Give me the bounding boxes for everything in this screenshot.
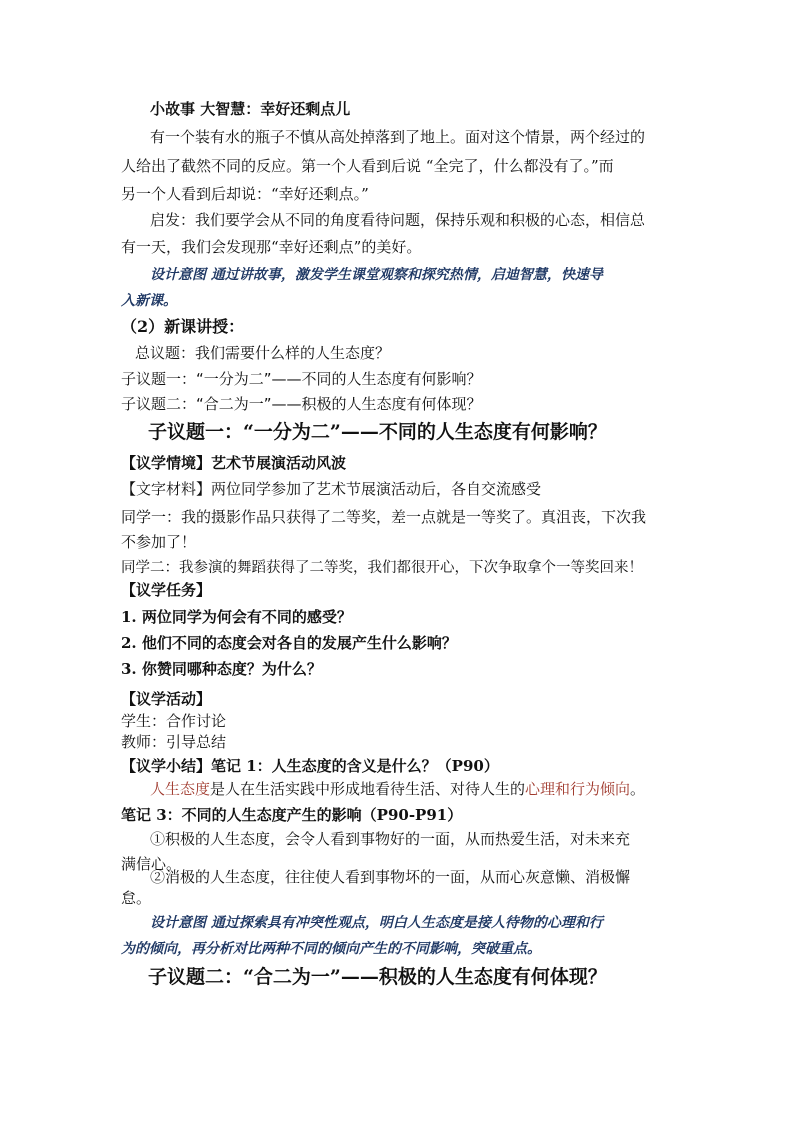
story-title: 小故事 大智慧：幸好还剩点儿: [150, 100, 351, 118]
task-item: 2. 他们不同的态度会对各自的发展产生什么影响？: [121, 634, 457, 652]
student2-line: 同学二：我参演的舞蹈获得了二等奖，我们都很开心，下次争取拿个一等奖回来！: [121, 560, 643, 576]
design-intent-1: 设计意图 通过讲故事，激发学生课堂观察和探究热情，启迪智慧，快速导: [150, 267, 603, 283]
definition-line: [150, 778, 645, 800]
main-topic: 总议题：我们需要什么样的人生态度？: [135, 344, 391, 362]
sub-topic-2: 子议题二：“合二为一”——积极的人生态度有何体现？: [121, 395, 482, 413]
design-intent-2: 设计意图 通过探索具有冲突性观点，明白人生态度是接人待物的心理和行: [150, 915, 603, 931]
negative-attitude-line: 怠。: [121, 889, 152, 907]
insight-line: 有一天，我们会发现那“幸好还剩点”的美好。: [121, 238, 422, 256]
summary-line: [121, 755, 499, 777]
topic2-heading: 子议题二：“合二为一”——积极的人生态度有何体现？: [148, 966, 607, 988]
insight-line: 启发：我们要学会从不同的角度看待问题，保持乐观和积极的心态，相信总: [150, 211, 646, 229]
activity-item: 教师：引导总结: [121, 733, 227, 751]
topic1-heading: 子议题一：“一分为二”——不同的人生态度有何影响？: [148, 421, 607, 443]
definition-end: 。: [630, 780, 646, 798]
sub-topic-1: 子议题一：“一分为二”——不同的人生态度有何影响？: [121, 370, 482, 388]
definition-highlight: 心理和行为倾向: [525, 780, 631, 798]
activity-item: 学生：合作讨论: [121, 712, 227, 730]
definition-term: 人生态度: [150, 780, 211, 798]
definition-text: 是人在生活实践中形成地看待生活、对待人生的: [210, 780, 526, 798]
positive-attitude-line: 满信心。: [121, 855, 182, 873]
story-paragraph-line: 有一个装有水的瓶子不慎从高处掉落到了地上。面对这个情景，两个经过的: [150, 128, 646, 146]
task-item: 1. 两位同学为何会有不同的感受？: [121, 608, 352, 626]
design-intent-2: 为的倾向，再分析对比两种不同的倾向产生的不同影响，突破重点。: [121, 941, 541, 957]
design-intent-1: 入新课。: [121, 293, 177, 309]
note1-title: 笔记 1：人生态度的含义是什么？（P90）: [211, 757, 499, 775]
summary-label: 【议学小结】: [121, 757, 212, 775]
situation-label: 【议学情境】艺术节展演活动风波: [121, 454, 347, 472]
activity-label: 【议学活动】: [121, 690, 212, 708]
story-paragraph-line: 人给出了截然不同的反应。第一个人看到后说 “全完了，什么都没有了。”而: [121, 157, 614, 175]
section-heading: （2）新课讲授：: [121, 317, 245, 336]
note3-title: 笔记 3：不同的人生态度产生的影响（P90-P91）: [121, 806, 463, 824]
student1-line: 同学一：我的摄影作品只获得了二等奖，差一点就是一等奖了。真沮丧，下次我: [121, 508, 647, 526]
task-label: 【议学任务】: [121, 581, 212, 599]
student1-line: 不参加了！: [121, 533, 197, 551]
material-line: 【文字材料】两位同学参加了艺术节展演活动后，各自交流感受: [121, 480, 542, 498]
task-item: 3. 你赞同哪种态度？为什么？: [121, 660, 322, 678]
negative-attitude-line: ②消极的人生态度，往往使人看到事物坏的一面，从而心灰意懒、消极懈: [150, 868, 631, 886]
positive-attitude-line: ①积极的人生态度，会令人看到事物好的一面，从而热爱生活，对未来充: [150, 830, 631, 848]
story-paragraph-line: 另一个人看到后却说：“幸好还剩点。”: [121, 185, 369, 203]
